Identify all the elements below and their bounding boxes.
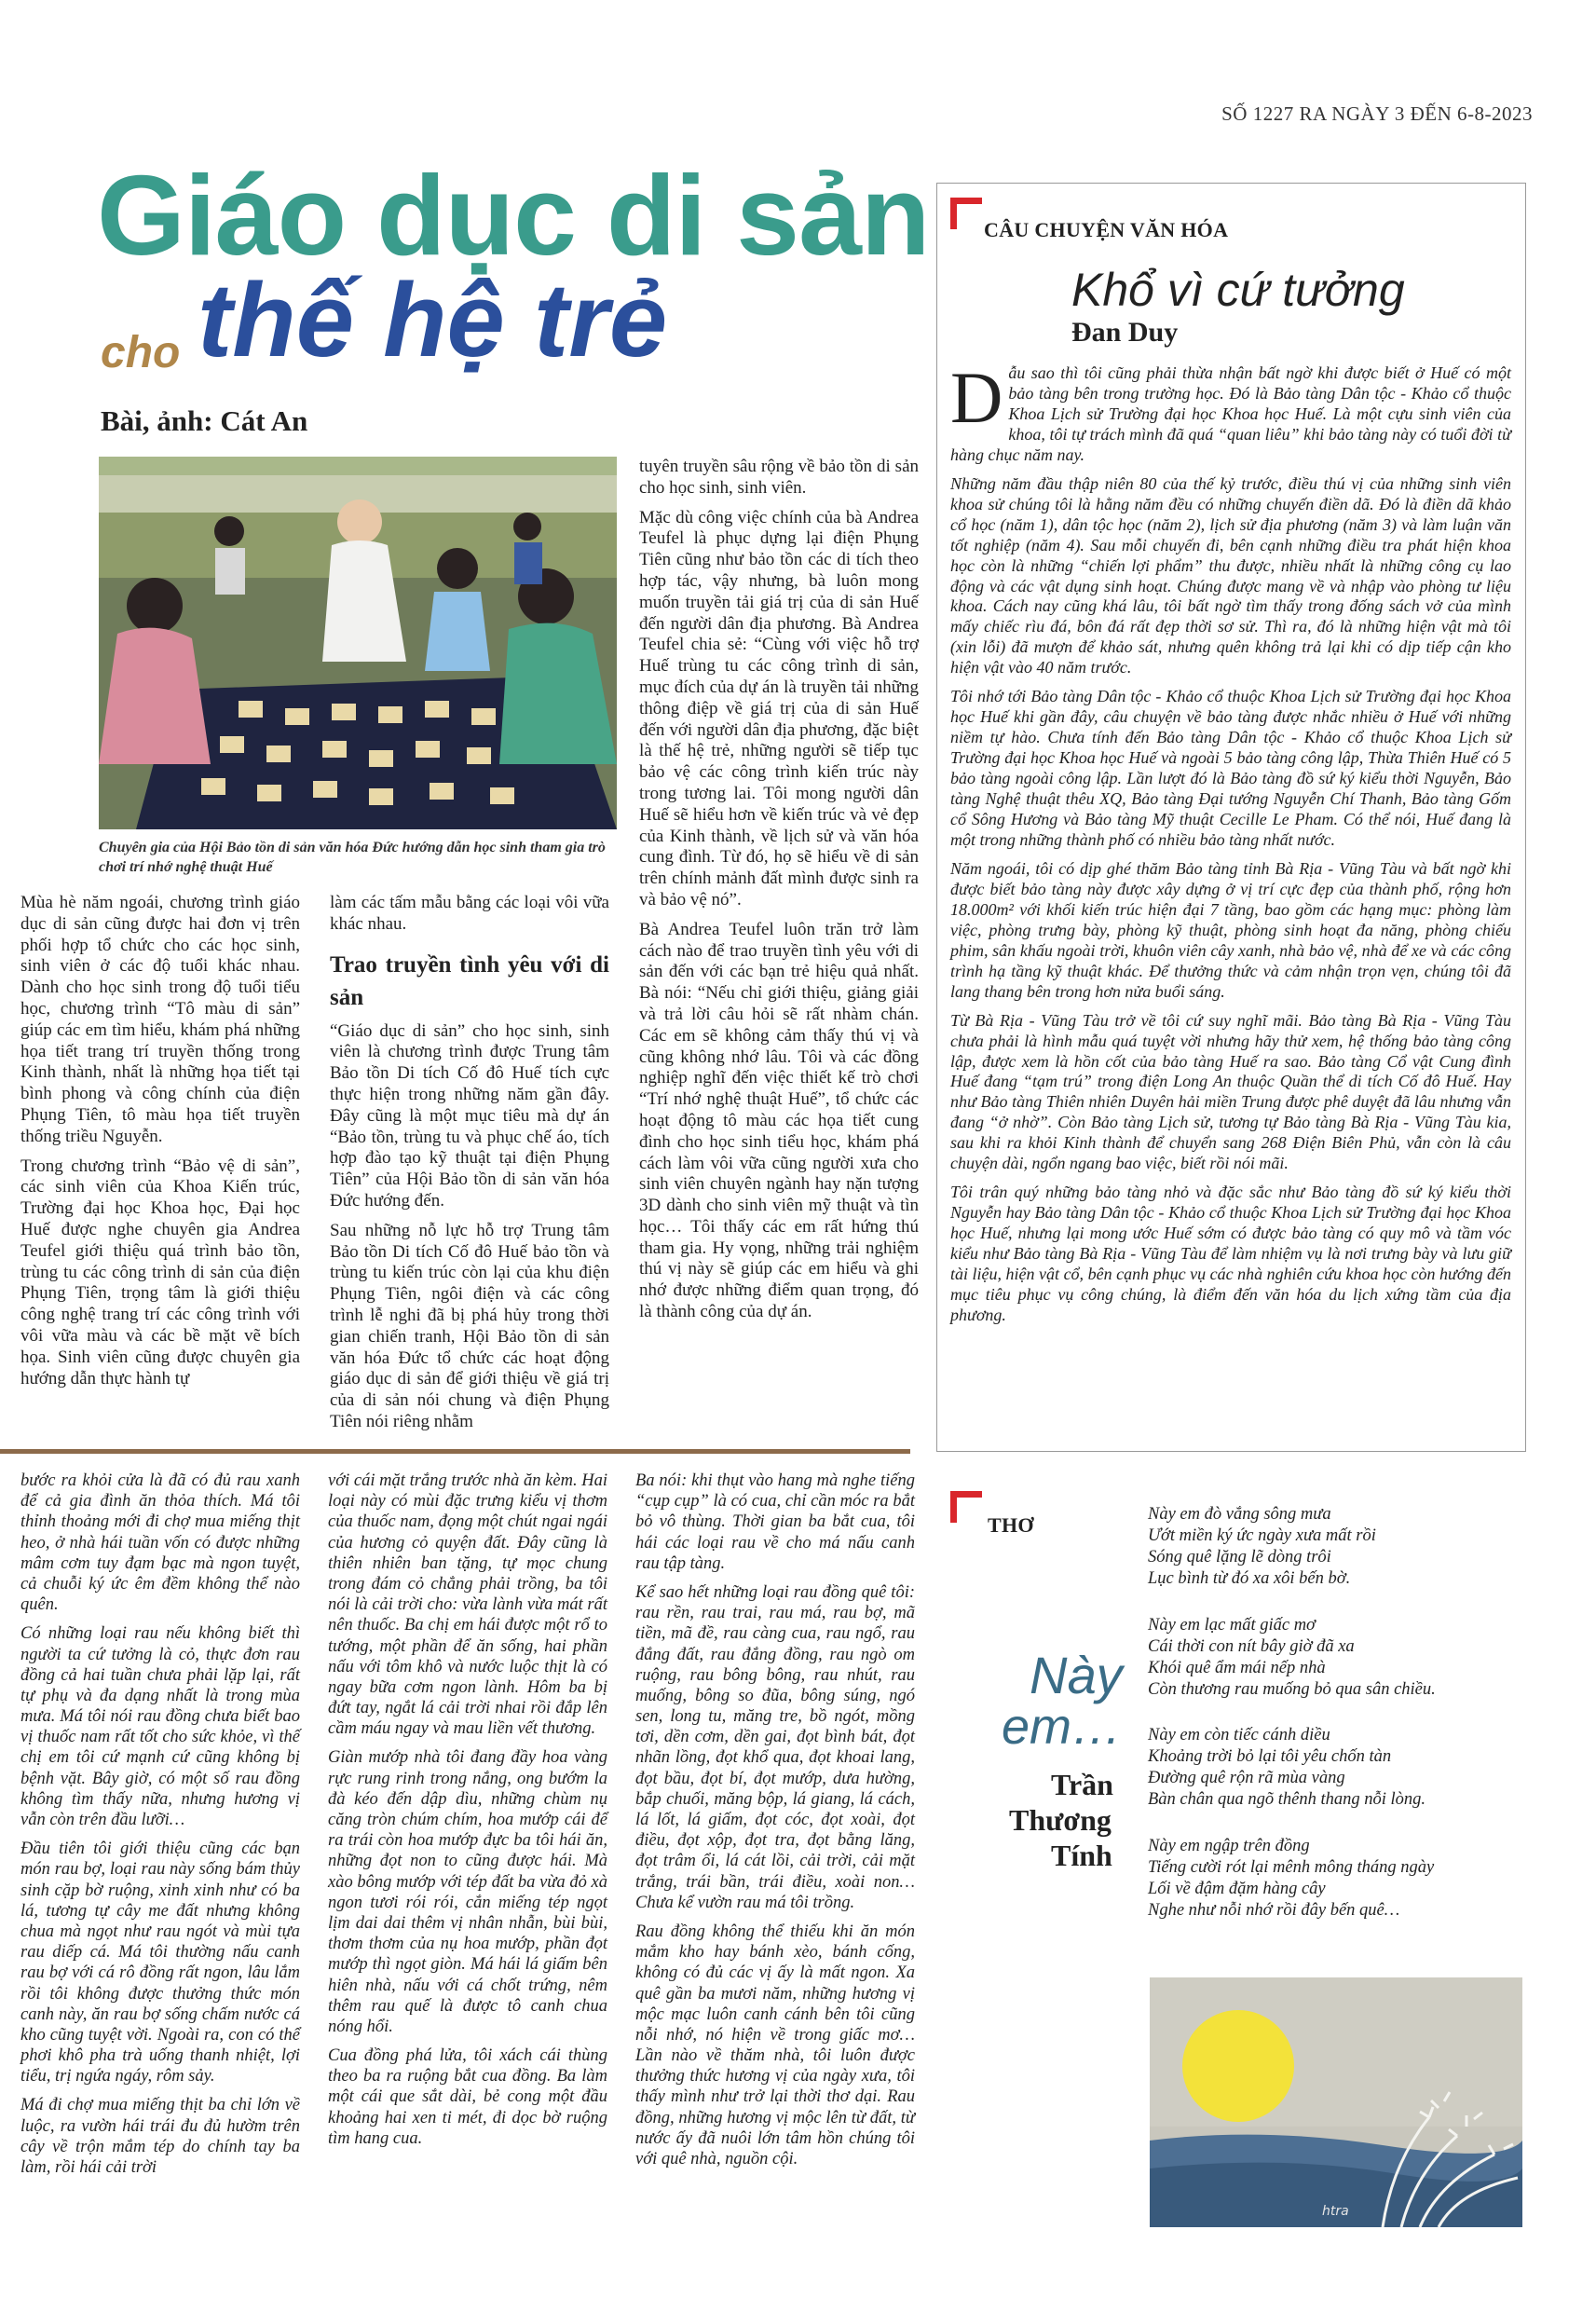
article-col3-paragraph: Bà Andrea Teufel luôn trăn trở làm cách nào để trao truyền tình yêu với di sản đến với các bạn trẻ hiệu quả nhất. Bà nói: “Nếu chỉ giới thiệu, giảng giải và trả lời câu hỏi sẽ rất nhàm chán. Các em sẽ không cảm thấy thú vị và cũng không nhớ lâu. Tôi và các đồng nghiệp nghĩ đến việc thiết kế trò chơi “Trí nhớ nghệ thuật Huế”, tổ chức các hoạt động tô màu các họa tiết cung đình cho học sinh tiểu học, khám phá cách làm vôi vữa cũng người xưa cho sinh viên chuyên ngành hay nặn tượng 3D dành cho sinh viên mỹ thuật và tìn học… Tôi thấy các em rất hứng thú tham gia. Hy vọng, những trải nghiệm thú vị này sẽ giúp các em hiểu và ghi nhớ được những điểm quan trọng, đó là thành công của dự án. bbox=[639, 919, 919, 1322]
bottom-col3-paragraph: Kể sao hết những loại rau đồng quê tôi: rau rền, rau trai, rau má, rau bợ, mã tiền, mã đề, rau càng cua, rau ngổ, rau đắng đất, rau đắng đồng, rau ngò om ruộng, rau bông bông, rau nhút, rau muống, bông so đũa, bông súng, ngó sen, long tu, măng tre, bồ ngót, mồng tơi, dền cơm, dền gai, đọt bình bát, đọt nhãn lồng, đọt khổ qua, đọt khoai lang, đọt bầu, đọt bí, đọt mướp, dưa hường, bắp chuối, măng bộp, lá giang, lá cách, lá lốt, lá giấm, đọt cóc, đọt xoài, đọt điều, đọt xộp, đọt tra, đọt bằng lăng, đọt trâm ổi, lá cát lồi, cải trời, cải mặt trắng, trái bần, trái điều, xoài non… Chưa kể vườn rau má tôi trồng. bbox=[635, 1582, 915, 1912]
poem-section-label: THƠ bbox=[988, 1513, 1034, 1537]
poem-stanza bbox=[1148, 1725, 1521, 1812]
bottom-col1-paragraph: Má đi chợ mua miếng thịt ba chỉ lớn về luộc, ra vườn hái trái đu đủ hườm trên cây về trộn mắm tép do chính tay ba làm, rồi hái cải trời bbox=[20, 2096, 300, 2177]
bottom-col2-paragraph: Giàn mướp nhà tôi đang đầy hoa vàng rực rung rinh trong nắng, ong bướm la đà kéo đến dập dìu, những chùm nụ căng tròn chúm chím, hoa mướp cái để ra trái còn hoa mướp đực ba tôi hái ăn, những đọt non to cũng được hái. Mà xào bông mướp với tép đất ba vừa đỏ xà ngon tươi rói rói, cắn miếng tép ngọt lịm dai dai thêm vị nhân nhẫn, bùi bùi, thơm thơm của nụ hoa mướp, phần đọt mướp thì ngọt giòn. Má hái lá giấm bên hiên nhà, nấu với cá chốt trứng, nêm thêm rau quế là được tô canh chua nóng hổi. bbox=[328, 1748, 607, 2036]
article-col2-paragraph: Sau những nỗ lực hỗ trợ Trung tâm Bảo tồn Di tích Cố đô Huế bảo tồn và trùng tu kiến trúc còn lại của khu điện Phụng Tiên, ngôi điện và các công trình lễ nghi đã bị phá hủy trong thời gian chiến tranh, Hội Bảo tồn di sản văn hóa Đức tổ chức các hoạt động giáo dục di sản để giới thiệu về giá trị của di sản nói chung và điện Phụng Tiên nói riêng nhằm bbox=[330, 1220, 609, 1431]
sidebar-paragraph: ẫu sao thì tôi cũng phải thừa nhận bất ngờ khi được biết ở Huế có một bảo tàng bên trong trường học. Đó là Bảo tàng Dân tộc - Khảo cổ thuộc Khoa Lịch sử Trường đại học Khoa học Huế. Là một cựu sinh viên của khoa, tôi tự trách mình đã quá “quan liêu” khi bảo tàng này có tuổi đời từ hàng chục năm nay. bbox=[950, 363, 1511, 464]
poem-line: Bàn chân qua ngõ thênh thang nỗi lòng. bbox=[1148, 1790, 1426, 1810]
bottom-column-3 bbox=[635, 1471, 915, 2178]
article-photo bbox=[99, 457, 617, 829]
poem-line: Này em đò vắng sông mưa bbox=[1148, 1505, 1331, 1524]
article-title-line1: Giáo dục di sản bbox=[97, 152, 930, 279]
poem-line: Khoảng trời bỏ lại tôi yêu chốn tàn bbox=[1148, 1747, 1392, 1767]
sidebar-title: Khổ vì cứ tưởng bbox=[1071, 264, 1405, 316]
sidebar-body bbox=[950, 357, 1511, 1334]
bottom-column-1 bbox=[20, 1471, 300, 2186]
article-title-line2: thế hệ trẻ bbox=[198, 262, 668, 378]
poem-author-line: Trần bbox=[1051, 1768, 1113, 1801]
article-title-cho: cho bbox=[101, 328, 181, 377]
article-col3-paragraph: tuyên truyền sâu rộng về bảo tồn di sản cho học sinh, sinh viên. bbox=[639, 457, 919, 498]
article-subheading: Trao truyền tình yêu với di sản bbox=[330, 951, 609, 1010]
bottom-col3-paragraph: Ba nói: khi thụt vào hang mà nghe tiếng “cụp cụp” là có cua, chỉ cần móc ra bắt bỏ vô thùng. Thời gian ba bắt cua, tôi hái các loại rau về cho má nấu canh rau tập tàng. bbox=[635, 1471, 915, 1573]
poem-author-line: Thương bbox=[1009, 1803, 1112, 1837]
article-column-1 bbox=[20, 893, 300, 1398]
bottom-col3-paragraph: Rau đồng không thể thiếu khi ăn món mắm kho hay bánh xèo, bánh cống, không có đủ các vị ấy là mất ngon. Xa quê gần ba mươi năm, những hương vị mộc mạc luôn canh cánh bên tôi cũng nỗi nhớ, nó hiện về trong giấc mơ… Lần nào về thăm nhà, tôi luôn được thưởng thức hương vị của ngày xưa, tôi thấy mình như trở lại thời thơ dại. Rau đồng, những hương vị mộc lên từ đất, từ nước ấy đã nuôi lớn tâm hồn chúng tôi với quê nhà, nguồn cội. bbox=[635, 1922, 915, 2168]
poem-line: Cái thời con nít bây giờ đã xa bbox=[1148, 1636, 1355, 1656]
sidebar-section-label: CÂU CHUYỆN VĂN HÓA bbox=[984, 218, 1229, 241]
section-divider bbox=[0, 1449, 910, 1454]
poem-line: Lục bình từ đó xa xôi bến bờ. bbox=[1148, 1569, 1351, 1589]
poem-line: Đường quê rộn rã mùa vàng bbox=[1148, 1769, 1345, 1788]
bottom-col2-paragraph: Cua đồng phá lửa, tôi xách cái thùng theo ba ra ruộng bắt cua đồng. Ba làm một cái que sắt dài, bẻ cong một đầu khoảng hai xen ti mét, đi dọc bờ ruộng tìm hang cua. bbox=[328, 2046, 607, 2148]
bottom-col1-paragraph: Đầu tiên tôi giới thiệu cũng các bạn món rau bợ, loại rau này sống bám thủy sinh cặp bờ ruộng, xinh xinh như có ba lá, tương tự cây me đất nhưng không chua mà ngọt như rau ngót và mùi tựa rau diếp cá. Má tôi thường nấu canh rau bợ với cá rô đồng rất ngon, lâu lắm rồi tôi không được thưởng thức món canh này, ăn rau bợ sống chấm nước cá kho cũng tuyệt vời. Ngoài ra, con có thể phơi khô pha trà uống thanh nhiệt, lợi tiểu, trị ngứa ngáy, rôm sảy. bbox=[20, 1840, 300, 2086]
poem-line: Khói quê ẩm mái nếp nhà bbox=[1148, 1658, 1326, 1677]
photo-caption: Chuyên gia của Hội Bảo tồn di sản văn hóa Đức hướng dẫn học sinh tham gia trò chơi trí nhớ nghệ thuật Huế bbox=[99, 840, 606, 875]
red-corner-icon bbox=[950, 1491, 982, 1523]
poem-line: Sóng quê lặng lẽ dòng trôi bbox=[1148, 1548, 1331, 1567]
poem-illustration bbox=[1150, 1977, 1522, 2227]
sidebar-paragraph: Từ Bà Rịa - Vũng Tàu trở về tôi cứ suy nghĩ mãi. Bảo tàng Bà Rịa - Vũng Tàu chưa phải là hình mẫu quá tuyệt vời nhưng hãy thử xem, hệ thống bảo tàng công lập, được xem là hồn cốt của bảo tàng Huế ra sao. Bảo tàng Cổ vật Cung đình Huế đang “tạm trú” trong điện Long An thuộc Quần thể di tích Cố đô Huế. Hay như Bảo tàng Thiên nhiên Duyên hải miền Trung được phê duyệt đã lâu nhưng vẫn đang “ở nhờ”. Còn Bảo tàng Lịch sử, tương tự Bảo tàng Bà Rịa - Vũng Tàu kia, sau khi ra khỏi Kinh thành để chuyển sang 268 Điện Biên Phủ, vẫn còn là câu chuyện dài, ngổn ngang bao việc, biết rồi nói mãi. bbox=[950, 1010, 1511, 1173]
article-col3-paragraph: Mặc dù công việc chính của bà Andrea Teufel là phục dựng lại điện Phụng Tiên cũng như bảo tồn các di tích theo hợp tác, vậy nhưng, bà luôn mong muốn truyền tải giá trị của di sản Huế đến người dân địa phương. Bà Andrea Teufel chia sẻ: “Cùng với việc hỗ trợ Huế trùng tu các công trình di sản, mục đích của dự án là truyền tải những thông điệp về giá trị của di sản Huế đến với người dân địa phương, đặc biệt là thế hệ trẻ, những người sẽ tiếp tục bảo vệ các công trình kiến trúc này trong tương lai. Tôi mong người dân Huế sẽ hiểu hơn về kiến trúc và vẻ đẹp của Kinh thành, về lịch sử và văn hóa cung đình. Từ đó, họ sẽ hiểu về di sản trên chính mảnh đất mình được sinh ra và bảo vệ nó”. bbox=[639, 507, 919, 910]
article-col1-paragraph: Mùa hè năm ngoái, chương trình giáo dục di sản cũng được hai đơn vị trên phối hợp tổ chức cho các học sinh, sinh viên ở các độ tuổi khác nhau. Dành cho học sinh trong độ tuổi tiểu học, chương trình “Tô màu di sản” giúp các em tìm hiểu, khám phá những họa tiết trang trí truyền thống trong Kinh thành, nhất là những họa tiết tại bình phong và công chính của điện Phụng Tiên, tô màu họa tiết truyền thống triều Nguyễn. bbox=[20, 893, 300, 1146]
sidebar-paragraph: Những năm đầu thập niên 80 của thế kỷ trước, điều thú vị của những sinh viên khoa sử chúng tôi là hằng năm đều có những chuyến điền dã. Đó là điền dã khảo cổ học (năm 1), dân tộc học (năm 2), lịch sử địa phương (năm 3) và làm luận văn tốt nghiệp (năm 4). Sau mỗi chuyến đi, bên cạnh những điều tra phát hiện khoa học còn là những “chiến lợi phẩm” thu được, nhiều nhất là những công cụ lao động và các vật dụng sinh hoạt. Chúng được mang về và nhập vào phòng tư liệu khoa. Cách nay cũng khá lâu, tôi bất ngờ tìm thấy trong đống sách vở của mình mấy chiếc rìu đá, bôn đá rất đẹp thời sơ sử. Thì ra, đó là những hiện vật mà tôi (xin lỗi) đã mượn để khảo sát, nhưng quên không trả lại khi có dịp tiếp cận kho hiện vật vào 40 năm trước. bbox=[950, 473, 1511, 677]
poem-line: Nghe như nỗi nhớ rồi đây bến quê… bbox=[1148, 1900, 1400, 1920]
poem-line: Lối về đậm đặm hàng cây bbox=[1148, 1879, 1326, 1898]
article-column-3 bbox=[639, 457, 919, 1332]
red-corner-icon bbox=[950, 198, 982, 229]
poem-line: Tiếng cười rót lại mênh mông tháng ngày bbox=[1148, 1857, 1435, 1877]
poem-line: Ướt miền ký ức ngày xưa mất rồi bbox=[1148, 1526, 1376, 1546]
poem-title-line2: em… bbox=[1002, 1699, 1123, 1755]
drop-cap: D bbox=[950, 357, 1003, 438]
article-col1-paragraph: Trong chương trình “Bảo vệ di sản”, các sinh viên của Khoa Kiến trúc, Trường đại học Khoa học, Đại học Huế được nghe chuyên gia Andrea Teufel giới thiệu quá trình bảo tồn, trùng tu các công trình di sản của điện Phụng Tiên, trọng tâm là giới thiệu công nghệ trang trí các công trình với vôi vữa màu và các bề mặt vẽ bích họa. Sinh viên cũng được chuyên gia hướng dẫn thực hành tự bbox=[20, 1156, 300, 1389]
bottom-col1-paragraph: bước ra khỏi cửa là đã có đủ rau xanh để cả gia đình ăn thỏa thích. Má tôi thỉnh thoảng mới đi chợ mua miếng thịt heo, ở nhà hái tuần vốn có được những mâm cơm tuy đạm bạc mà ngon tuyệt, cả chuỗi ký ức êm đềm không thể nào quên. bbox=[20, 1471, 300, 1615]
sidebar-paragraph: Tôi nhớ tới Bảo tàng Dân tộc - Khảo cổ thuộc Khoa Lịch sử Trường đại học Khoa học Huế khi gần đây, câu chuyện về bảo tàng được nhắc nhiều ở Huế với những niềm tự hào. Chưa tính đến Bảo tàng Dân tộc - Khảo cổ thuộc Khoa Lịch sử Trường đại học Khoa học Huế và ngoài 5 bảo tàng công lập, Thừa Thiên Huế có 5 bảo tàng ngoài công lập. Lần lượt đó là Bảo tàng đồ sứ ký kiểu thời Nguyễn, Bảo tàng Nghệ thuật thêu XQ, Bảo tàng Đại tướng Nguyễn Chí Thanh, Bảo tàng Gốm cổ Sông Hương và Bảo tàng Mỹ thuật Cecille Le Pham. Có thể nói, Huế đang là một trong những thành phố có nhiều bảo tàng nhất nước. bbox=[950, 687, 1511, 849]
poem-title-line1: Này bbox=[1030, 1646, 1123, 1704]
sidebar-author: Đan Duy bbox=[1071, 317, 1179, 348]
poem-line: Còn thương rau muống bỏ qua sân chiều. bbox=[1148, 1679, 1436, 1699]
poem-line: Này em còn tiếc cánh diều bbox=[1148, 1726, 1330, 1744]
poem-stanza bbox=[1148, 1836, 1521, 1922]
poem-stanza bbox=[1148, 1504, 1521, 1591]
article-column-2 bbox=[330, 893, 609, 1442]
bottom-col2-paragraph: với cái mặt trắng trước nhà ăn kèm. Hai loại này có mùi đặc trưng kiểu vị thơm của thuốc nam, đọng một chút ngai ngái của hương cỏ quyện đất. Đây cũng là thiên nhiên ban tặng, tự mọc chung trong đám cỏ chẳng phải trồng, ba tôi nói là cải trời cho: vừa lành vừa mát rất nên thuốc. Ba chị em hái được một rổ to tướng, một phần để ăn sống, hai phần nấu với tôm khô và nước luộc thịt là có ngay bữa cơm ngon lành. Hôm ba bị đứt tay, ngắt lá cải trời nhai rồi đắp lên cầm máu ngay và mau liền vết thương. bbox=[328, 1471, 607, 1739]
bottom-col1-paragraph: Có những loại rau nếu không biết thì người ta cứ tưởng là cỏ, thực đơn rau đồng cả hai tuần chưa phải lặp lại, rất tự phụ và đa dạng nhất là trong mùa mưa. Má tôi nói rau đồng chưa biết bao vị thuốc nam rất tốt cho sức khỏe, vì thế chị em tôi cứ mạnh cứ cũng không bị bệnh vặt. Bây giờ, có một số rau đồng không tìm thấy nữa, nhưng hương vị vẫn còn trên đầu lưỡi… bbox=[20, 1624, 300, 1829]
issue-line: SỐ 1227 RA NGÀY 3 ĐẾN 6-8-2023 bbox=[1221, 103, 1533, 125]
poem-line: Này em ngập trên đồng bbox=[1148, 1836, 1310, 1855]
poem-author-line: Tính bbox=[1051, 1839, 1112, 1872]
byline: Bài, ảnh: Cát An bbox=[101, 404, 308, 437]
poem-stanza bbox=[1148, 1615, 1521, 1702]
poem-line: Này em lạc mất giấc mơ bbox=[1148, 1615, 1316, 1635]
sidebar-paragraph: Năm ngoái, tôi có dịp ghé thăm Bảo tàng tỉnh Bà Rịa - Vũng Tàu và bất ngờ khi được biết bảo tàng này được xây dựng ở vị trí cực đẹp của thành phố, rộng hơn 18.000m² với khối kiến trúc hiện đại 7 tầng, bao gồm các hạng mục: phòng làm việc, phòng trưng bày, phòng kỹ thuật, phòng sinh hoạt đa năng, phòng chiếu phim, sân khấu ngoài trời, khuôn viên cây xanh, nhà bảo vệ, nhà để xe và các công trình hạ tầng kỹ thuật khác. Để thưởng thức và cảm nhận trọn vẹn, chúng tôi đã lang thang bên trong hơn nửa buổi sáng. bbox=[950, 858, 1511, 1001]
article-col2-paragraph: “Giáo dục di sản” cho học sinh, sinh viên là chương trình được Trung tâm Bảo tồn Di tích Cố đô Huế tích cực thực hiện trong những năm gần đây. Đây cũng là một mục tiêu mà dự án “Bảo tồn, trùng tu và phục chế áo, tích hợp đào tạo kỹ thuật tại điện Phụng Tiên” của Hội Bảo tồn di sản văn hóa Đức hướng đến. bbox=[330, 1020, 609, 1211]
poem-body bbox=[1148, 1504, 1521, 1946]
article-col2-intro: làm các tấm mẫu bằng các loại vôi vữa khác nhau. bbox=[330, 893, 609, 934]
svg-text:htra: htra bbox=[1322, 2204, 1349, 2219]
bottom-column-2 bbox=[328, 1471, 607, 2157]
sidebar-paragraph: Tôi trân quý những bảo tàng nhỏ và đặc sắc như Bảo tàng đồ sứ ký kiểu thời Nguyễn hay Bảo tàng Dân tộc - Khảo cổ thuộc Khoa Lịch sử Trường đại học Khoa học Huế, nhưng lại mong ước Huế sớm có được bảo tàng có quy mô và tầm vóc kiểu như Bảo tàng Bà Rịa - Vũng Tàu để làm nhiệm vụ là nơi trưng bày và lưu giữ tài liệu, hiện vật cổ, bên cạnh phục vụ các nhà nghiên cứu khoa học còn hướng đến mục tiêu phục vụ công chúng, là điểm đến văn hóa du lịch xứng tầm của địa phương. bbox=[950, 1183, 1511, 1324]
